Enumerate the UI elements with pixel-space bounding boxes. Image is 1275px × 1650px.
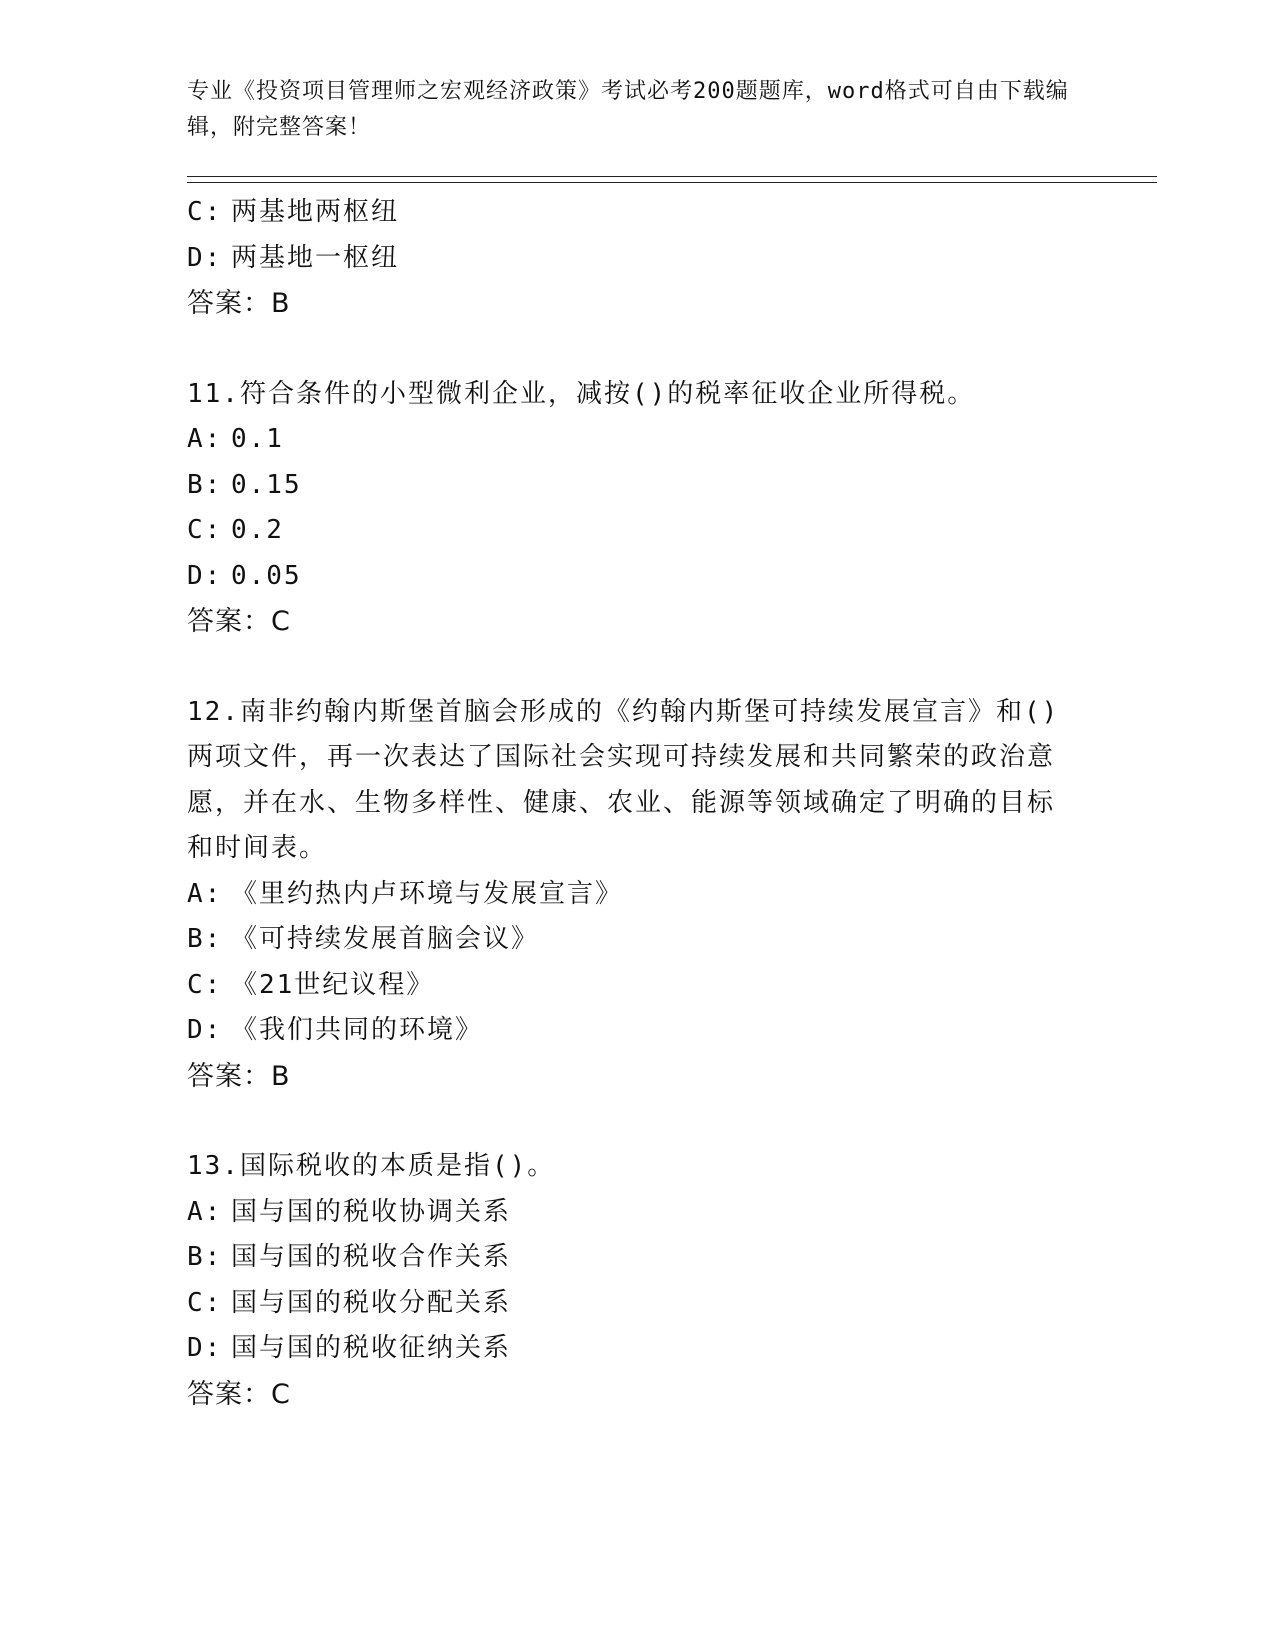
option-b: B: 国与国的税收合作关系 xyxy=(187,1242,512,1272)
option-b: B: 《可持续发展首脑会议》 xyxy=(187,924,540,954)
option-d: D: 两基地一枢纽 xyxy=(187,242,400,273)
option-b: B: 0.15 xyxy=(187,469,302,500)
option-d: D: 《我们共同的环境》 xyxy=(187,1015,484,1045)
question-stem: 11.符合条件的小型微利企业，减按()的税率征收企业所得税。 xyxy=(187,378,976,409)
option-c: C: 0.2 xyxy=(187,515,284,545)
option-d: D: 0.05 xyxy=(187,560,302,591)
option-c: C: 《21世纪议程》 xyxy=(187,969,435,1000)
question-12 xyxy=(187,690,1087,1100)
question-11 xyxy=(187,372,1087,645)
header-divider-top xyxy=(187,176,1157,177)
question-stem: 12.南非约翰内斯堡首脑会形成的《约翰内斯堡可持续发展宣言》和()两项文件，再一次表达了国际社会实现可持续发展和共同繁荣的政治意愿，并在水、生物多样性、健康、农业、能源等领域确定了明确的目标和时间表。 xyxy=(187,696,1060,863)
option-d: D: 国与国的税收征纳关系 xyxy=(187,1333,512,1363)
header-divider-bottom xyxy=(187,182,1157,183)
option-a: A: 0.1 xyxy=(187,424,284,454)
answer: 答案：C xyxy=(187,1378,291,1410)
option-c: C: 两基地两枢纽 xyxy=(187,197,400,227)
option-a: A: 国与国的税收协调关系 xyxy=(187,1196,512,1227)
answer: 答案：B xyxy=(187,1060,291,1092)
option-c: C: 国与国的税收分配关系 xyxy=(187,1287,512,1318)
answer: 答案：B xyxy=(187,288,291,319)
question-stem: 13.国际税收的本质是指()。 xyxy=(187,1151,556,1181)
question-list xyxy=(187,190,1087,1417)
question-10-tail xyxy=(187,190,1087,327)
question-13 xyxy=(187,1144,1087,1417)
answer: 答案：C xyxy=(187,606,291,637)
option-a: A: 《里约热内卢环境与发展宣言》 xyxy=(187,878,624,909)
document-header: 专业《投资项目管理师之宏观经济政策》考试必考200题题库，word格式可自由下载编辑，附完整答案！ xyxy=(187,79,1069,140)
